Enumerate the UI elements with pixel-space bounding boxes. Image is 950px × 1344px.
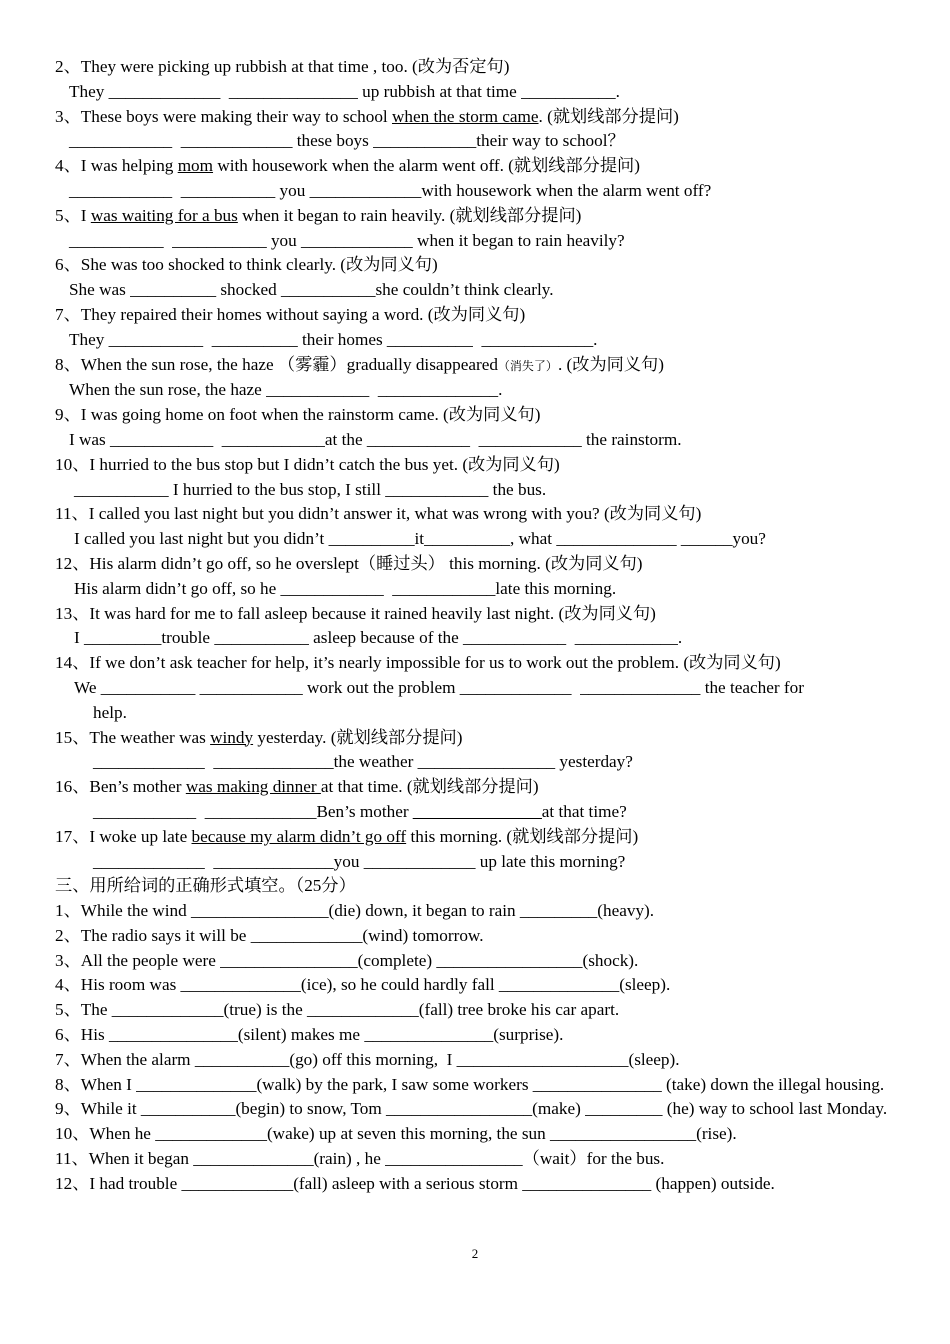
fill-10: 10、When he _____________(wake) up at seven this morning, the sun _________________(rise). — [55, 1124, 737, 1144]
answer-9: I was ____________ ____________at the ____________ ____________ the rainstorm. — [69, 429, 682, 449]
answer-2: They _____________ _______________ up rubbish at that time ___________. — [69, 81, 620, 101]
answer-17: _____________ ______________you _____________ up late this morning? — [93, 851, 626, 871]
answer-14: We ___________ ____________ work out the problem _____________ ______________ the teacher for — [74, 677, 804, 697]
question-13: 13、It was hard for me to fall asleep because it rained heavily last night. (改为同义句) — [55, 603, 656, 623]
answer-6: She was __________ shocked ___________she couldn’t think clearly. — [69, 280, 554, 300]
page-number: 2 — [471, 1246, 479, 1261]
question-9: 9、I was going home on foot when the rainstorm came. (改为同义句) — [55, 405, 541, 425]
question-6: 6、She was too shocked to think clearly. (改为同义句) — [55, 255, 438, 275]
question-7: 7、They repaired their homes without saying a word. (改为同义句) — [55, 304, 526, 324]
fill-9: 9、While it ___________(begin) to snow, Tom _________________(make) _________ (he) way to school last Monday. — [55, 1099, 888, 1119]
question-15: 15、The weather was windy yesterday. (就划线部分提问) — [55, 727, 463, 747]
answer-7: They ___________ __________ their homes __________ _____________. — [69, 329, 598, 349]
question-3: 3、These boys were making their way to school when the storm came. (就划线部分提问) — [55, 106, 679, 126]
fill-4: 4、His room was ______________(ice), so he could hardly fall ______________(sleep). — [55, 975, 671, 995]
answer-4: ____________ ___________ you _____________with housework when the alarm went off? — [69, 180, 712, 200]
answer-16: ____________ _____________Ben’s mother _______________at that time? — [93, 801, 627, 821]
question-17: 17、I woke up late because my alarm didn’t go off this morning. (就划线部分提问) — [55, 826, 639, 846]
fill-6: 6、His _______________(silent) makes me _______________(surprise). — [55, 1025, 564, 1045]
question-5: 5、I was waiting for a bus when it began to rain heavily. (就划线部分提问) — [55, 205, 582, 225]
answer-11: I called you last night but you didn’t __________it__________, what ______________ ______you? — [74, 529, 766, 549]
question-14: 14、If we don’t ask teacher for help, it’s nearly impossible for us to work out the problem. (改为同义句) — [55, 653, 781, 673]
section-3-heading: 三、用所给词的正确形式填空。（25分） — [55, 876, 356, 896]
answer-10: ___________ I hurried to the bus stop, I still ____________ the bus. — [74, 479, 547, 499]
question-16: 16、Ben’s mother was making dinner at that time. (就划线部分提问) — [55, 777, 539, 797]
fill-8: 8、When I ______________(walk) by the park, I saw some workers _______________ (take) down the illegal housing. — [55, 1074, 885, 1094]
fill-7: 7、When the alarm ___________(go) off this morning, I ____________________(sleep). — [55, 1049, 680, 1069]
answer-12: His alarm didn’t go off, so he ____________ ____________late this morning. — [74, 578, 617, 598]
question-2: 2、They were picking up rubbish at that time , too. (改为否定句) — [55, 57, 510, 76]
answer-5: ___________ ___________ you _____________ when it began to rain heavily? — [69, 230, 625, 250]
fill-11: 11、When it began ______________(rain) , he ________________（wait）for the bus. — [55, 1149, 665, 1169]
question-12: 12、His alarm didn’t go off, so he overslept（睡过头） this morning. (改为同义句) — [55, 553, 643, 573]
answer-15: _____________ ______________the weather ________________ yesterday? — [93, 752, 633, 772]
worksheet-page — [55, 55, 900, 1197]
fill-2: 2、The radio says it will be _____________(wind) tomorrow. — [55, 925, 484, 945]
question-4: 4、I was helping mom with housework when the alarm went off. (就划线部分提问) — [55, 156, 640, 176]
question-11: 11、I called you last night but you didn’t answer it, what was wrong with you? (改为同义句) — [55, 504, 702, 524]
question-8: 8、When the sun rose, the haze （雾霾）gradually disappeared（消失了）. (改为同义句) — [55, 354, 664, 374]
fill-1: 1、While the wind ________________(die) down, it began to rain _________(heavy). — [55, 901, 655, 921]
fill-5: 5、The _____________(true) is the _____________(fall) tree broke his car apart. — [55, 1000, 620, 1020]
fill-12: 12、I had trouble _____________(fall) asleep with a serious storm _______________ (happen) outside. — [55, 1173, 775, 1193]
fill-3: 3、All the people were ________________(complete) _________________(shock). — [55, 950, 639, 970]
question-10: 10、I hurried to the bus stop but I didn’t catch the bus yet. (改为同义句) — [55, 454, 560, 474]
answer-14-cont: help. — [93, 702, 127, 722]
answer-8: When the sun rose, the haze ____________ ______________. — [69, 380, 503, 400]
answer-3: ____________ _____________ these boys ____________their way to school？ — [69, 131, 625, 151]
answer-13: I _________trouble ___________ asleep because of the ____________ ____________. — [74, 628, 683, 648]
